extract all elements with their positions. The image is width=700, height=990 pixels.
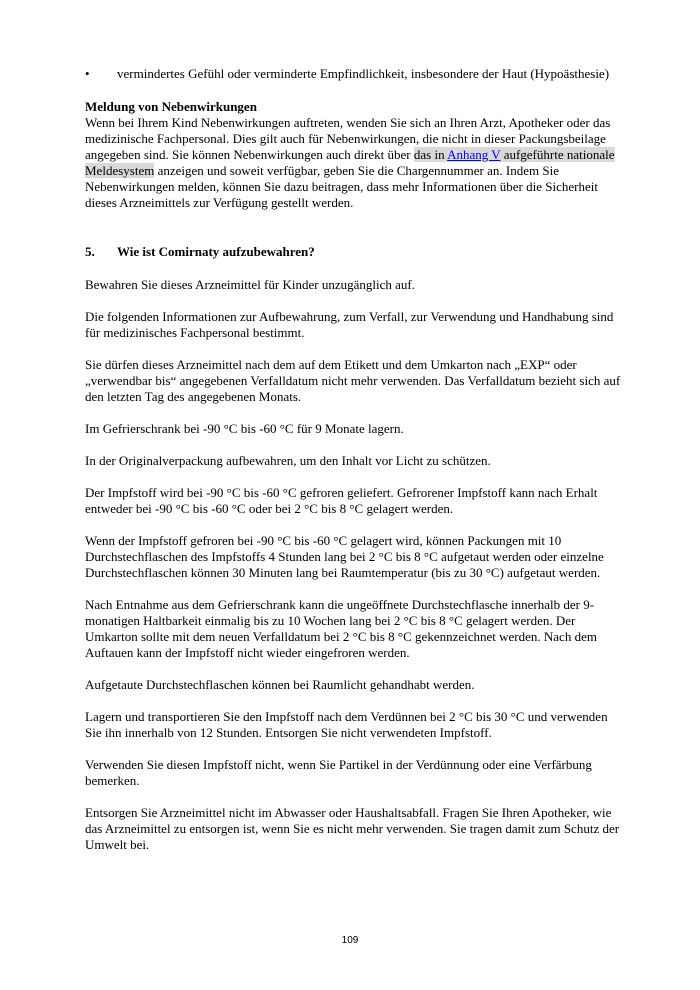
highlight-pre: das in [413,147,448,162]
section-number: 5. [85,244,95,259]
side-effects-text-after: anzeigen und soweit verfügbar, geben Sie die Chargennummer an. Indem Sie Nebenwirkungen melden, können Sie dazu beitragen, dass mehr Informationen über die Sicherheit dieses Arzneimittels zur Verfügung gestellt werden. [85,163,598,210]
bullet-symbol: • [85,66,90,81]
annex-v-link[interactable]: Anhang V [447,147,501,162]
paragraph: Sie dürfen dieses Arzneimittel nach dem auf dem Etikett und dem Umkarton nach „EXP“ oder „verwendbar bis“ angegebenen Verfalldatum nicht mehr verwenden. Das Verfalldatum bezieht sich auf den letzten Tag des angegebenen Monats. [85,357,621,404]
paragraph: Verwenden Sie diesen Impfstoff nicht, wenn Sie Partikel in der Verdünnung oder eine Verfärbung bemerken. [85,757,592,788]
paragraph: Im Gefrierschrank bei -90 °C bis -60 °C für 9 Monate lagern. [85,421,404,436]
paragraph: Bewahren Sie dieses Arzneimittel für Kinder unzugänglich auf. [85,277,415,292]
paragraph: Die folgenden Informationen zur Aufbewahrung, zum Verfall, zur Verwendung und Handhabung sind für medizinisches Fachpersonal bestimmt. [85,309,614,340]
paragraph: In der Originalverpackung aufbewahren, um den Inhalt vor Licht zu schützen. [85,453,491,468]
paragraph: Entsorgen Sie Arzneimittel nicht im Abwasser oder Haushaltsabfall. Fragen Sie Ihren Apotheker, wie das Arzneimittel zu entsorgen ist, wenn Sie es nicht mehr verwenden. Sie tragen damit zum Schutz der Umwelt bei. [85,805,620,852]
paragraph: Nach Entnahme aus dem Gefrierschrank kann die ungeöffnete Durchstechflasche innerhalb der 9-monatigen Haltbarkeit einmalig bis zu 10 Wochen lang bei 2 °C bis 8 °C gelagert werden. Der Umkarton sollte mit dem neuen Verfalldatum bei 2 °C bis 8 °C gekennzeichnet werden. Nach dem Auftauen kann der Impfstoff nicht wieder eingefroren werden. [85,597,597,660]
page-number: 109 [341,935,359,946]
paragraph: Lagern und transportieren Sie den Impfstoff nach dem Verdünnen bei 2 °C bis 30 °C und verwenden Sie ihn innerhalb von 12 Stunden. Entsorgen Sie nicht verwendeten Impfstoff. [85,709,608,740]
paragraph: Aufgetaute Durchstechflaschen können bei Raumlicht gehandhabt werden. [85,677,475,692]
section-title: Wie ist Comirnaty aufzubewahren? [117,244,315,259]
page-content [85,66,625,869]
section-heading [85,244,625,260]
side-effects-text-before: Wenn bei Ihrem Kind Nebenwirkungen auftreten, wenden Sie sich an Ihren Arzt, Apotheker oder das medizinische Fachpersonal. Dies gilt auch für Nebenwirkungen, die nicht in dieser Packungsbeilage angegeben sind. Sie können Nebenwirkungen auch direkt über [85,115,611,162]
side-effects-heading: Meldung von Nebenwirkungen [85,99,257,114]
highlight-post: aufgeführte nationale Meldesystem [85,147,615,178]
bullet-item [85,66,625,82]
side-effects-paragraph [85,115,625,211]
bullet-text: vermindertes Gefühl oder verminderte Empfindlichkeit, insbesondere der Haut (Hypoästhesie) [117,66,610,81]
paragraph: Wenn der Impfstoff gefroren bei -90 °C bis -60 °C gelagert wird, können Packungen mit 10 Durchstechflaschen des Impfstoffs 4 Stunden lang bei 2 °C bis 8 °C aufgetaut werden oder einzelne Durchstechflaschen können 30 Minuten lang bei Raumtemperatur (bis zu 30 °C) aufgetaut werden. [85,533,604,580]
paragraph: Der Impfstoff wird bei -90 °C bis -60 °C gefroren geliefert. Gefrorener Impfstoff kann nach Erhalt entweder bei -90 °C bis -60 °C oder bei 2 °C bis 8 °C gelagert werden. [85,485,598,516]
